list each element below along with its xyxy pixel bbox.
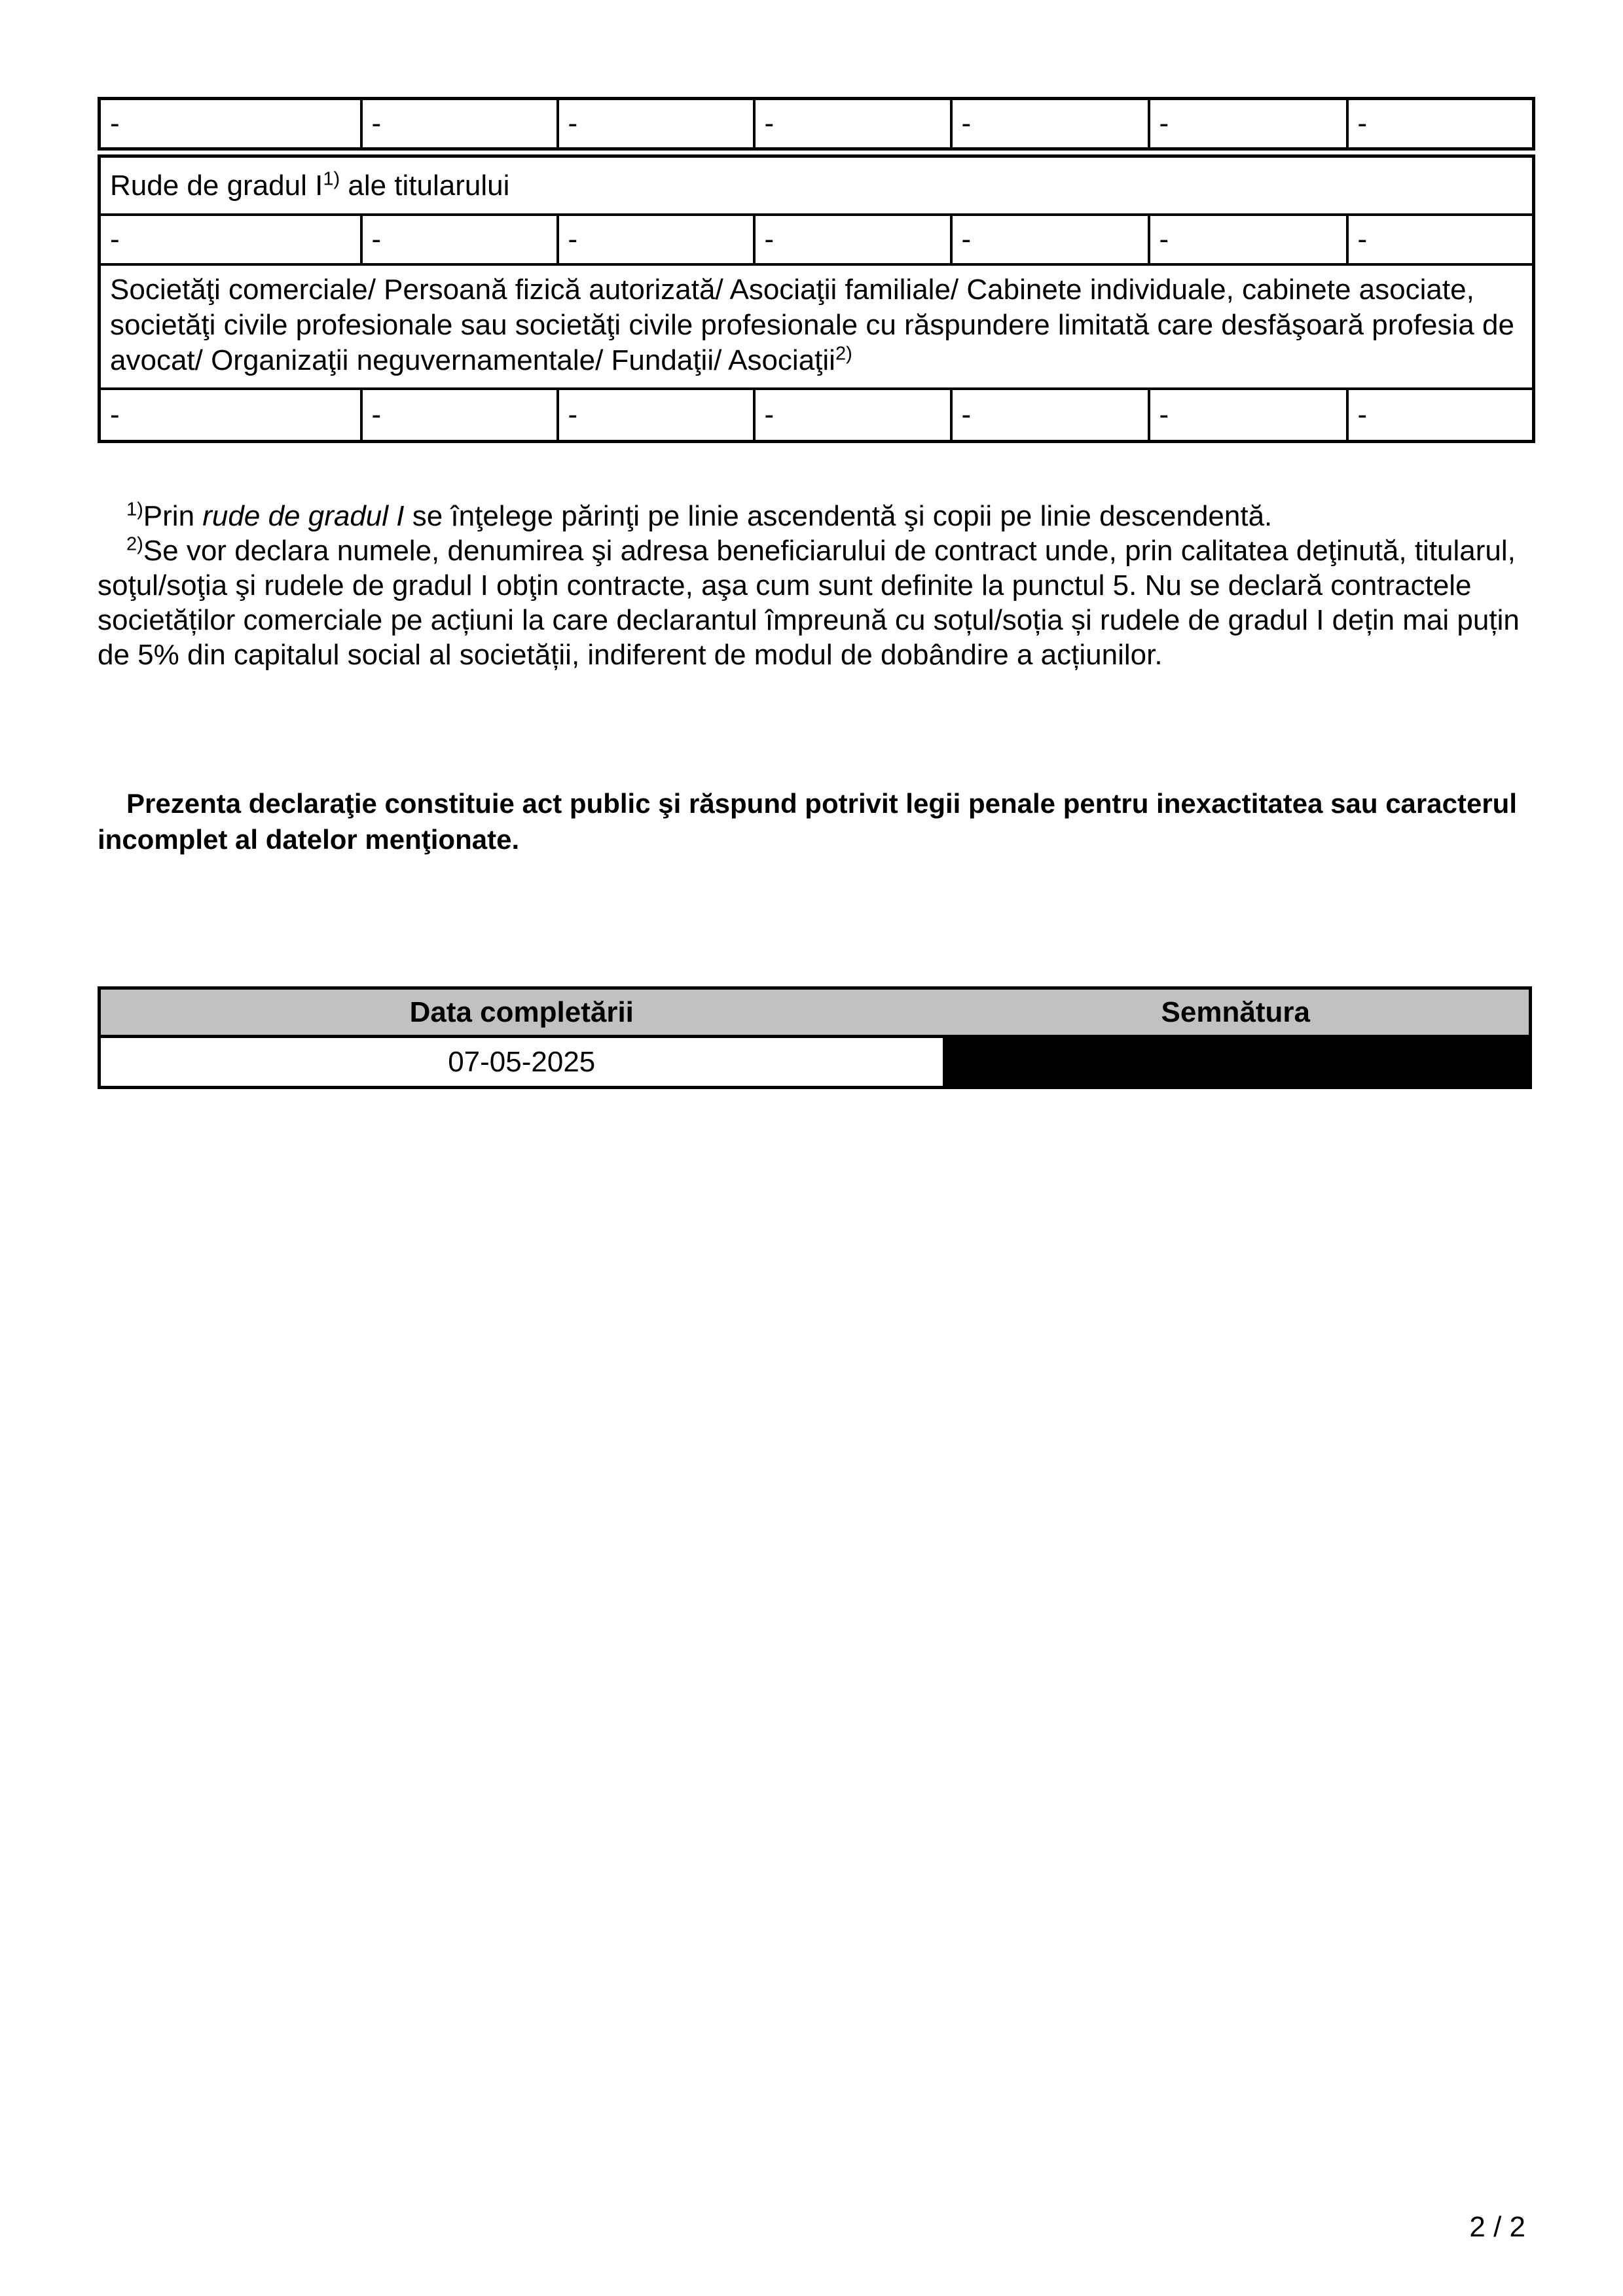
footnote-1-marker: 1) [126, 499, 143, 520]
legal-declaration-statement: Prezenta declaraţie constituie act public şi răspund potrivit legii penale pentru inexactitatea sau caracterul incomplet al datelor menţionate. [98, 788, 1517, 855]
signature-table-header-row [100, 988, 1531, 1037]
footnote-marker-2: 2) [835, 343, 852, 365]
completion-date-value: 07-05-2025 [448, 1045, 596, 1078]
table-row [100, 264, 1534, 389]
empty-cell: - [754, 389, 951, 442]
empty-cell: - [100, 99, 361, 149]
contracts-table-sections [98, 154, 1535, 443]
empty-cell: - [1149, 215, 1347, 264]
empty-cell: - [558, 389, 754, 442]
table-row [100, 215, 1534, 264]
footnote-marker-1: 1) [323, 168, 340, 189]
section-header-relatives [100, 156, 1534, 215]
empty-cell: - [361, 215, 558, 264]
table-row [100, 156, 1534, 215]
footnote-1-italic-term: rude de gradul I [202, 500, 405, 532]
footnote-2 [98, 533, 1535, 672]
footnote-1 [98, 499, 1535, 533]
footnote-2-text: Se vor declara numele, denumirea şi adresa beneficiarului de contract unde, prin calitatea deţinută, titularul, soţul/soţia şi rudele de gradul I obţin contracte, aşa cum sunt definite la punctul 5. Nu se declară contractele societăților comerciale pe acțiuni la care declarantul împreună cu soțul/soția și rudele de gradul I dețin mai puțin de 5% din capitalul social al societății, indiferent de modul de dobândire a acțiunilor. [98, 535, 1520, 671]
empty-cell: - [1149, 389, 1347, 442]
signature-column-header: Semnătura [943, 988, 1531, 1037]
empty-cell: - [361, 389, 558, 442]
empty-cell: - [951, 215, 1149, 264]
footnotes-block [98, 499, 1535, 672]
empty-cell: - [100, 389, 361, 442]
signature-table-value-row [100, 1037, 1531, 1088]
footnote-1-text: se înţelege părinţi pe linie ascendentă şi copii pe linie descendentă. [404, 500, 1273, 532]
page-number: 2 / 2 [1469, 2211, 1525, 2243]
section-header-text: Rude de gradul I [110, 169, 323, 202]
empty-cell: - [1347, 99, 1534, 149]
contracts-table-continuation [98, 97, 1535, 151]
empty-cell: - [1149, 99, 1347, 149]
empty-cell: - [754, 215, 951, 264]
empty-cell: - [558, 99, 754, 149]
empty-cell: - [558, 215, 754, 264]
empty-cell: - [951, 389, 1149, 442]
empty-cell: - [1347, 389, 1534, 442]
empty-cell: - [100, 215, 361, 264]
table-row [100, 389, 1534, 442]
footnote-2-marker: 2) [126, 533, 143, 555]
footnote-1-text: Prin [143, 500, 203, 532]
section-header-text: Societăţi comerciale/ Persoană fizică autorizată/ Asociaţii familiale/ Cabinete individuale, cabinete asociate, societăţi civile profesionale sau societăţi civile profesionale cu răspundere limitată care desfăşoară profesia de avocat/ Organizaţii neguvernamentale/ Fundaţii/ Asociaţii [110, 274, 1514, 376]
empty-cell: - [361, 99, 558, 149]
empty-cell: - [754, 99, 951, 149]
date-column-header: Data completării [100, 988, 943, 1037]
signature-redacted-box [943, 1037, 1531, 1088]
section-header-text: ale titularului [340, 169, 510, 202]
empty-cell: - [951, 99, 1149, 149]
signature-table [98, 986, 1532, 1089]
table-row [100, 99, 1534, 149]
empty-cell: - [1347, 215, 1534, 264]
section-header-entities [100, 264, 1534, 389]
